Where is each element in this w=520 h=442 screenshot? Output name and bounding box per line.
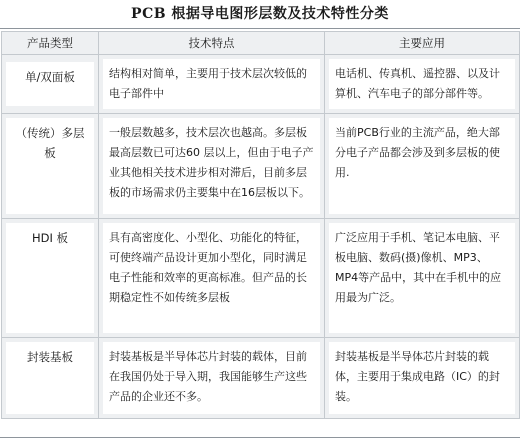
cell-text: HDI 板 xyxy=(6,223,94,333)
classification-table xyxy=(1,31,520,419)
table-top-rule xyxy=(0,28,520,29)
header-main-applications: 主要应用 xyxy=(325,32,520,55)
cell-text: 电话机、传真机、遥控器、以及计算机、汽车电子的部分部件等。 xyxy=(329,59,515,109)
cell-main-applications xyxy=(325,219,520,338)
cell-tech-features xyxy=(99,114,325,219)
table-bottom-rule xyxy=(0,437,520,438)
cell-main-applications xyxy=(325,55,520,114)
cell-text: （传统）多层板 xyxy=(6,118,94,214)
cell-product-type xyxy=(2,55,99,114)
header-tech-features: 技术特点 xyxy=(99,32,325,55)
cell-main-applications xyxy=(325,114,520,219)
cell-text: 单/双面板 xyxy=(6,62,94,106)
table-row xyxy=(2,338,520,419)
table-row xyxy=(2,55,520,114)
table-row xyxy=(2,219,520,338)
cell-text: 具有高密度化、小型化、功能化的特征，可使终端产品设计更加小型化，同时满足电子性能和效率的更高标准。但产品的长期稳定性不如传统多层板 xyxy=(103,223,320,333)
header-product-type: 产品类型 xyxy=(2,32,99,55)
cell-product-type xyxy=(2,219,99,338)
table-header-row xyxy=(2,32,520,55)
cell-text: 一般层数越多，技术层次也越高。多层板最高层数已可达60 层以上，但由于电子产业其他相关技术进步相对滞后，目前多层板的市场需求仍主要集中在16层板以下。 xyxy=(103,118,320,214)
cell-text: 结构相对简单，主要用于技术层次较低的电子部件中 xyxy=(103,59,320,109)
cell-text: 封装基板是半导体芯片封装的载体，目前在我国仍处于导入期，我国能够生产这些产品的企业还不多。 xyxy=(103,342,320,414)
cell-product-type xyxy=(2,114,99,219)
table-row xyxy=(2,114,520,219)
cell-main-applications xyxy=(325,338,520,419)
cell-text: 广泛应用于手机、笔记本电脑、平板电脑、数码(摄)像机、MP3、MP4等产品中，其中在手机中的应用最为广泛。 xyxy=(329,223,515,333)
cell-text: 封装基板 xyxy=(6,342,94,414)
cell-text: 当前PCB行业的主流产品，绝大部分电子产品都会涉及到多层板的使用. xyxy=(329,118,515,214)
cell-text: 封装基板是半导体芯片封装的载体，主要用于集成电路（IC）的封装。 xyxy=(329,342,515,414)
cell-tech-features xyxy=(99,219,325,338)
document-title: PCB 根据导电图形层数及技术特性分类 xyxy=(131,6,389,22)
cell-tech-features xyxy=(99,55,325,114)
cell-product-type xyxy=(2,338,99,419)
cell-tech-features xyxy=(99,338,325,419)
